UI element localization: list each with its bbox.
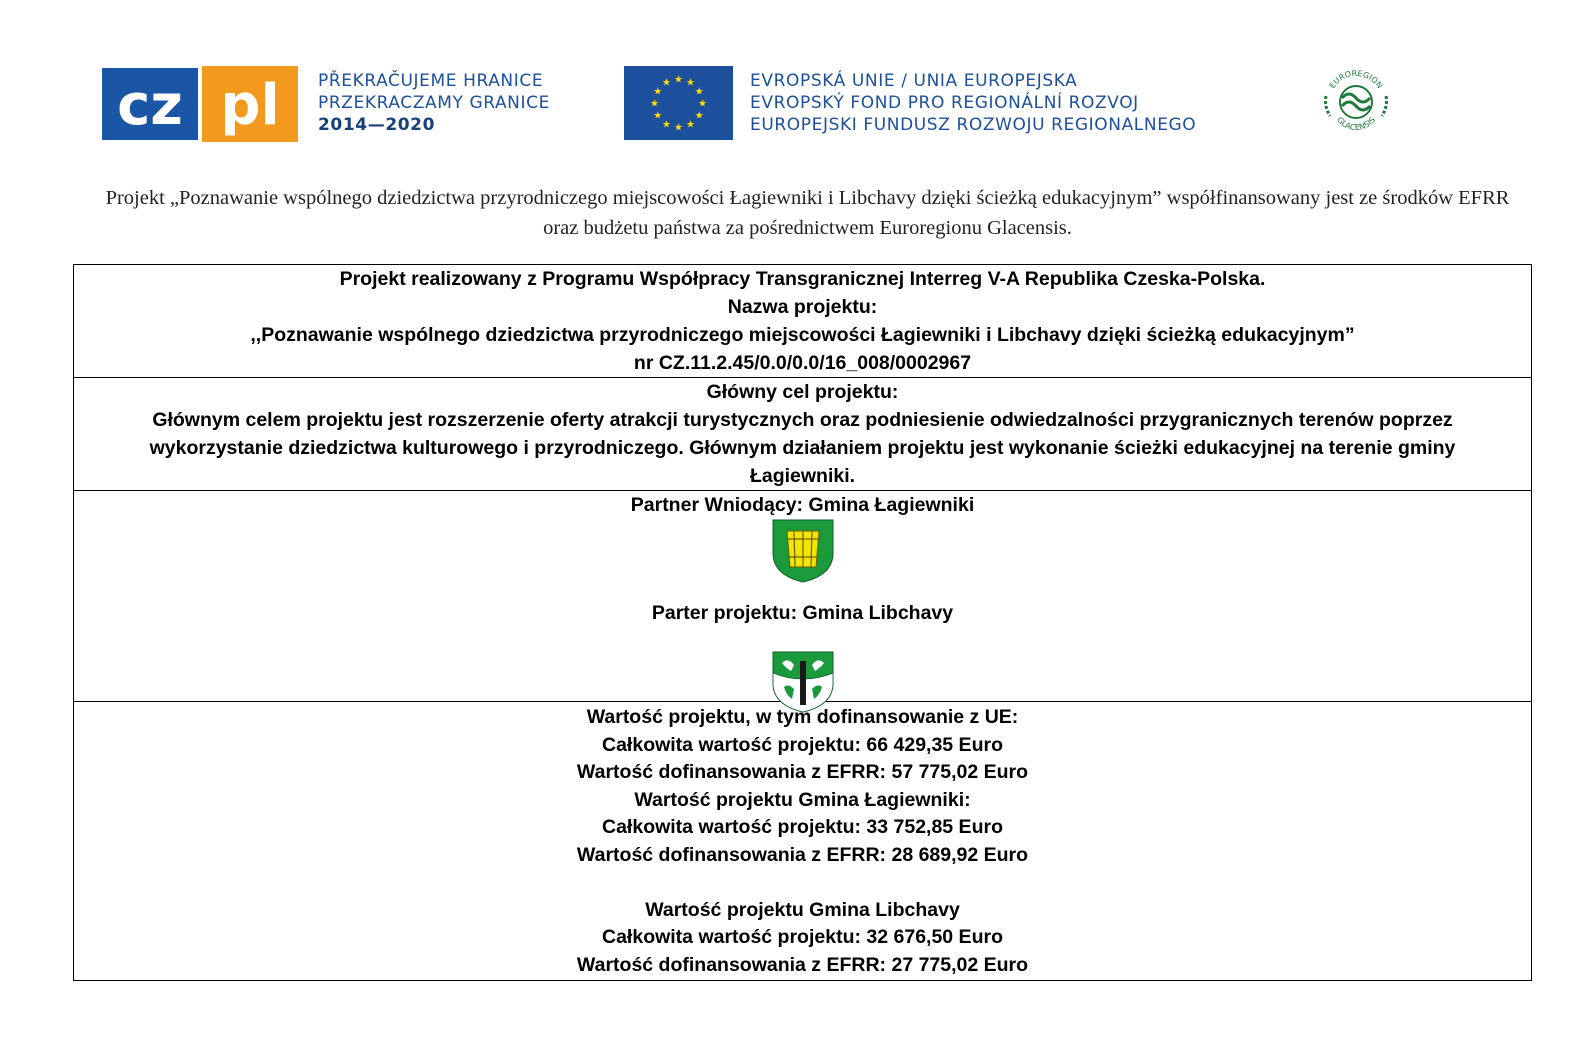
glacensis-top-text: EUROREGION — [1327, 68, 1385, 91]
czpl-line-cz: PŘEKRAČUJEME HRANICE — [318, 71, 544, 91]
partners-section — [74, 491, 1531, 702]
euroregion-glacensis-logo — [1320, 66, 1392, 138]
eu-star-icon: ★ — [698, 98, 707, 110]
project-name: ,,Poznawanie wspólnego dziedzictwa przyrodniczego miejscowości Łagiewniki i Libchavy dzięki ścieżką edukacyjnym” — [250, 324, 1355, 346]
value-line: Całkowita wartość projektu: 32 676,50 Euro — [602, 926, 1003, 948]
logo-bar — [0, 64, 1595, 144]
czpl-line-pl: PRZEKRACZAMY GRANICE — [318, 93, 550, 113]
eu-star-icon: ★ — [662, 77, 671, 89]
program-text: Projekt realizowany z Programu Współpracy Transgranicznej Interreg V-A Republika Czeska-Polska. — [339, 268, 1266, 290]
value-line: Wartość projektu Gmina Łagiewniki: — [634, 788, 971, 811]
eu-star-icon: ★ — [686, 77, 695, 89]
czpl-logo-text — [318, 70, 550, 136]
value-line: Wartość dofinansowania z EFRR: 27 775,02 Euro — [576, 953, 1029, 976]
eu-star-icon: ★ — [653, 110, 663, 122]
eu-star-icon: ★ — [686, 119, 695, 131]
czpl-logo-pl: pl — [220, 73, 280, 138]
eu-flag-icon — [624, 66, 733, 140]
value-line: Wartość projektu Gmina Libchavy — [645, 898, 960, 921]
czpl-logo — [102, 66, 302, 142]
project-number: nr CZ.11.2.45/0.0/0.0/16_008/0002967 — [633, 352, 972, 374]
goal-text: Głównym celem projektu jest rozszerzenie oferty atrakcji turystycznych oraz podniesienie odwiedzalności przygranicznych terenów poprzez wykorzystanie dziedzictwa kulturowego i przyrodniczego. Głównym działaniem projektu jest wykonanie ścieżki edukacyjnej na terenie gminy Łagiewniki. — [149, 409, 1456, 487]
eu-star-icon: ★ — [694, 110, 704, 122]
partner-text: Parter projektu: Gmina Libchavy — [651, 602, 954, 624]
eu-line-3: EUROPEJSKI FUNDUSZ ROZWOJU REGIONALNEGO — [750, 115, 1197, 135]
eu-star-icon: ★ — [694, 86, 704, 98]
goal-section — [74, 378, 1531, 491]
eu-line-1: EVROPSKÁ UNIE / UNIA EUROPEJSKA — [750, 71, 1078, 91]
value-line: Wartość projektu, w tym dofinansowanie z UE: — [586, 706, 1019, 728]
eu-star-icon: ★ — [650, 98, 659, 110]
lagiewniki-coat-of-arms-icon — [772, 519, 834, 583]
czpl-years: 2014—2020 — [318, 115, 436, 135]
value-section — [74, 702, 1531, 980]
value-line: Całkowita wartość projektu: 33 752,85 Euro — [602, 816, 1003, 838]
project-info-table — [73, 264, 1532, 981]
eu-line-2: EVROPSKÝ FOND PRO REGIONÁLNÍ ROZVOJ — [750, 93, 1139, 113]
eu-star-icon: ★ — [653, 86, 663, 98]
eu-star-icon: ★ — [662, 119, 671, 131]
value-line: Wartość dofinansowania z EFRR: 28 689,92 Euro — [576, 843, 1029, 866]
goal-label: Główny cel projektu: — [706, 381, 899, 403]
value-line: Całkowita wartość projektu: 66 429,35 Euro — [602, 733, 1003, 756]
glacensis-bottom-text: GLACENSIS — [1334, 115, 1378, 133]
value-line: Wartość dofinansowania z EFRR: 57 775,02 Euro — [576, 761, 1029, 783]
project-intro-paragraph: Projekt „Poznawanie wspólnego dziedzictwa przyrodniczego miejscowości Łagiewniki i Libchavy dzięki ścieżką edukacyjnym” współfinansowany jest ze środków EFRR oraz budżetu państwa za pośrednictwem Euroregionu Glacensis. — [105, 187, 1510, 239]
value-line-blank — [74, 869, 1531, 897]
eu-star-icon: ★ — [674, 74, 683, 86]
project-name-label: Nazwa projektu: — [727, 296, 878, 318]
program-section — [74, 265, 1531, 378]
czpl-logo-cz: cz — [117, 73, 183, 138]
eu-star-icon: ★ — [674, 122, 683, 134]
eu-logo-text — [750, 70, 1196, 136]
lead-partner-text: Partner Wniodący: Gmina Łagiewniki — [630, 494, 975, 516]
